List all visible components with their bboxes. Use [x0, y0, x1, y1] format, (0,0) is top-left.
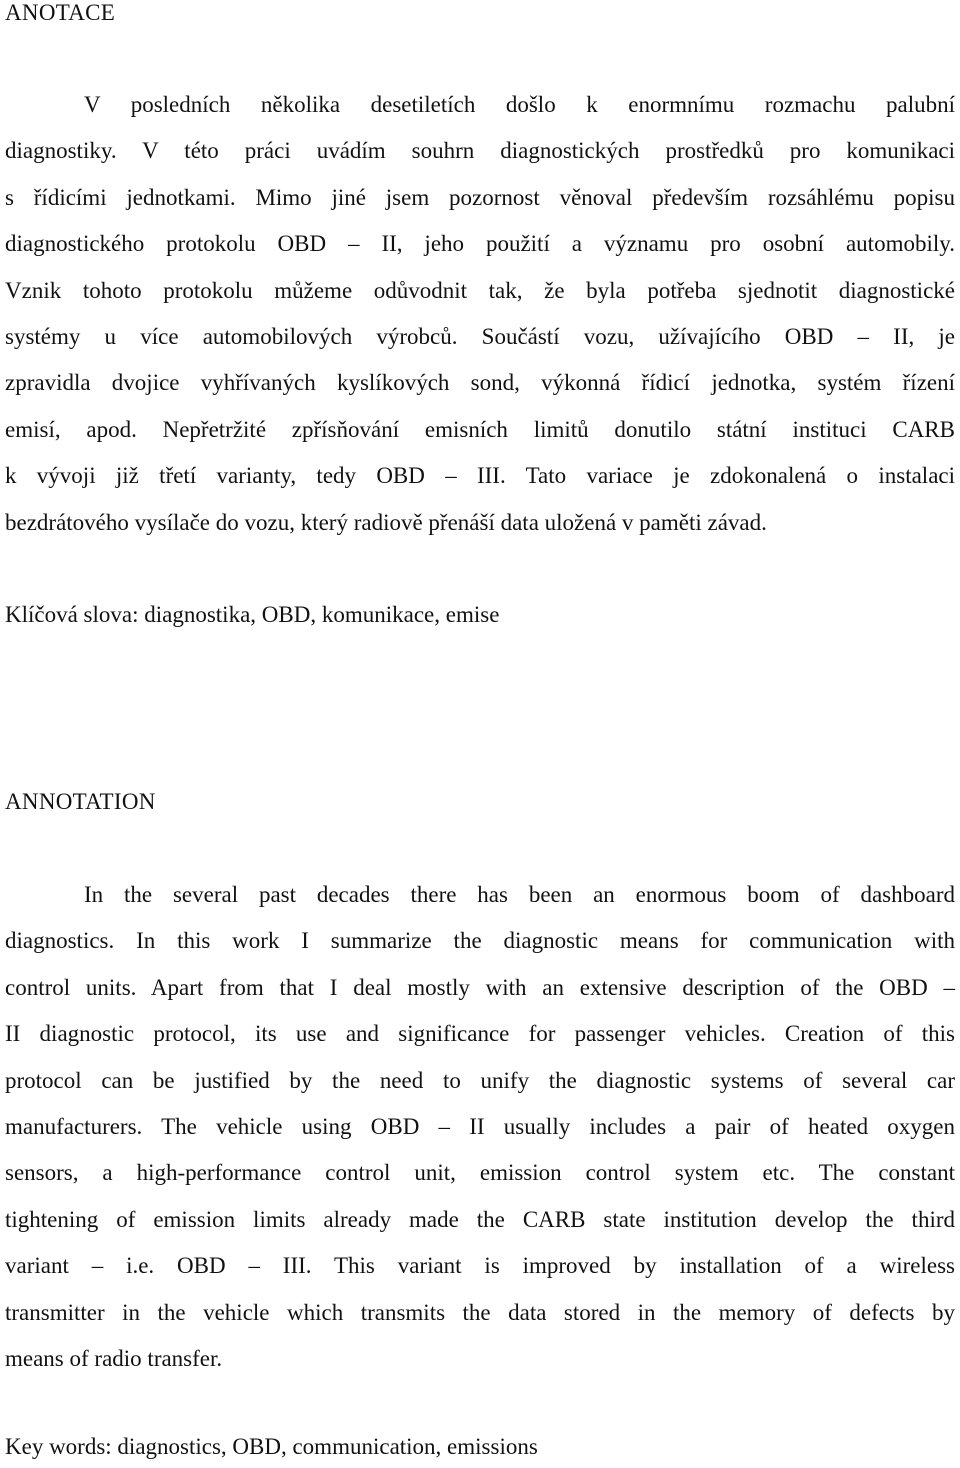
abstract-line: protocol can be justified by the need to unify the diagnostic systems of several car	[5, 1067, 955, 1093]
abstract-line: Vznik tohoto protokolu můžeme odůvodnit tak, že byla potřeba sjednotit diagnostické	[5, 277, 955, 303]
abstract-line: control units. Apart from that I deal mostly with an extensive description of the OBD –	[5, 974, 955, 1000]
heading-anotace: ANOTACE	[5, 0, 116, 25]
abstract-line: manufacturers. The vehicle using OBD – II usually includes a pair of heated oxygen	[5, 1113, 955, 1139]
abstract-line: emisí, apod. Nepřetržité zpřísňování emisních limitů donutilo státní instituci CARB	[5, 416, 955, 442]
abstract-line: diagnostického protokolu OBD – II, jeho použití a významu pro osobní automobily.	[5, 231, 955, 257]
czech-keywords: Klíčová slova: diagnostika, OBD, komunikace, emise	[5, 602, 500, 627]
heading-annotation: ANNOTATION	[5, 789, 156, 814]
abstract-line: k vývoji již třetí varianty, tedy OBD – III. Tato variace je zdokonalená o instalaci	[5, 463, 955, 489]
english-abstract	[5, 872, 955, 1382]
abstract-line: transmitter in the vehicle which transmits the data stored in the memory of defects by	[5, 1299, 955, 1325]
abstract-line: bezdrátového vysílače do vozu, který radiově přenáší data uložená v paměti závad.	[5, 509, 767, 535]
czech-abstract	[5, 82, 955, 546]
abstract-line: s řídicími jednotkami. Mimo jiné jsem pozornost věnoval především rozsáhlému popisu	[5, 184, 955, 210]
abstract-line: In the several past decades there has been an enormous boom of dashboard	[84, 882, 955, 907]
english-keywords: Key words: diagnostics, OBD, communication, emissions	[5, 1434, 538, 1459]
abstract-line: tightening of emission limits already made the CARB state institution develop the third	[5, 1206, 955, 1232]
abstract-line: means of radio transfer.	[5, 1345, 223, 1371]
abstract-line: zpravidla dvojice vyhřívaných kyslíkových sond, výkonná řídicí jednotka, systém řízení	[5, 370, 955, 396]
abstract-line: systémy u více automobilových výrobců. Součástí vozu, užívajícího OBD – II, je	[5, 323, 955, 349]
abstract-line: sensors, a high-performance control unit, emission control system etc. The constant	[5, 1160, 955, 1186]
abstract-line: diagnostics. In this work I summarize the diagnostic means for communication with	[5, 928, 955, 954]
abstract-line: variant – i.e. OBD – III. This variant is improved by installation of a wireless	[5, 1253, 955, 1279]
abstract-line: II diagnostic protocol, its use and significance for passenger vehicles. Creation of this	[5, 1021, 955, 1047]
abstract-line: V posledních několika desetiletích došlo k enormnímu rozmachu palubní	[84, 92, 955, 117]
abstract-line: diagnostiky. V této práci uvádím souhrn diagnostických prostředků pro komunikaci	[5, 138, 955, 164]
